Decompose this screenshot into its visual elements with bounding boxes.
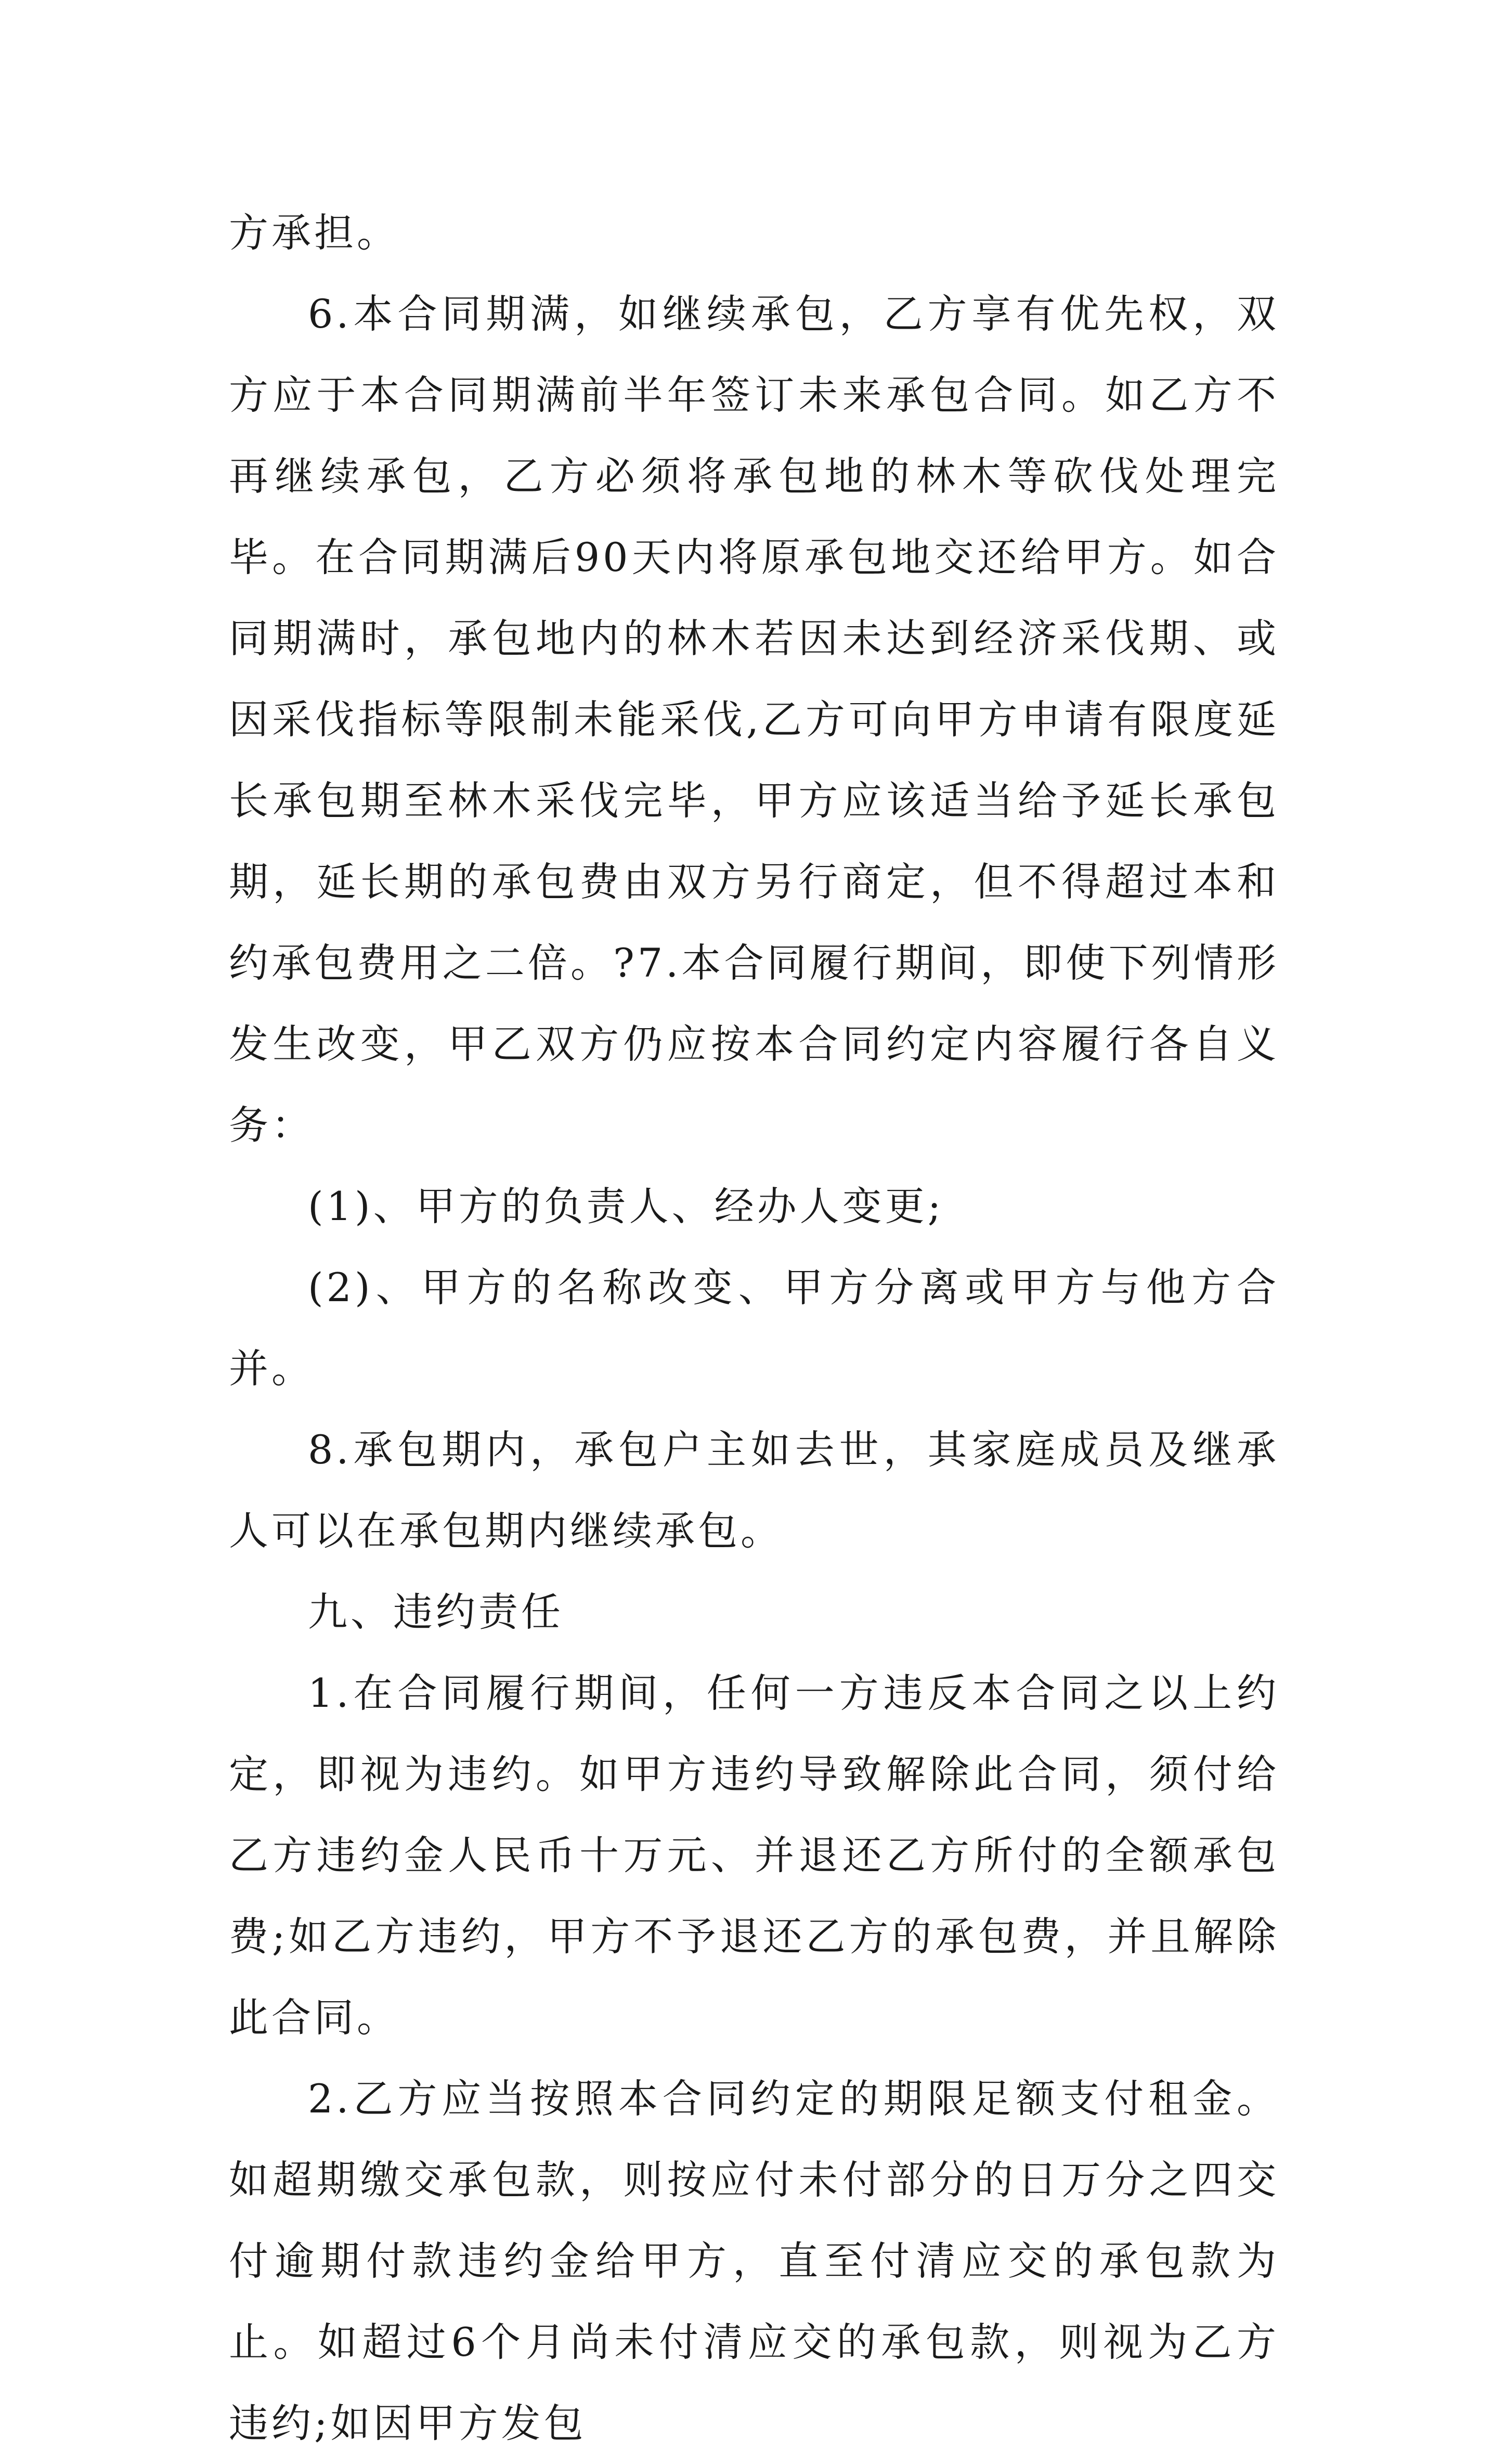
paragraph-liability-1: 1.在合同履行期间，任何一方违反本合同之以上约定，即视为违约。如甲方违约导致解除此合同，须付给乙方违约金人民币十万元、并退还乙方所付的全额承包费;如乙方违约，甲方不予退还乙方的承包费，并且解除此合同。 [229,1670,1279,2041]
paragraph-item-2: (2)、甲方的名称改变、甲方分离或甲方与他方合并。 [229,1264,1279,1392]
paragraph-clause-6: 6.本合同期满，如继续承包，乙方享有优先权，双方应于本合同期满前半年签订未来承包合同。如乙方不再继续承包，乙方必须将承包地的林木等砍伐处理完毕。在合同期满后90天内将原承包地交还给甲方。如合同期满时，承包地内的林木若因未达到经济采伐期、或因采伐指标等限制未能采伐,乙方可向甲方申请有限度延长承包期至林木采伐完毕，甲方应该适当给予延长承包期，延长期的承包费由双方另行商定，但不得超过本和约承包费用之二倍。?7.本合同履行期间，即使下列情形发生改变，甲乙双方仍应按本合同约定内容履行各自义务： [229,291,1279,1148]
paragraph-item-1: (1)、甲方的负责人、经办人变更; [308,1183,944,1229]
section-heading-breach-liability: 九、违约责任 [308,1589,564,1635]
paragraph-liability-2: 2.乙方应当按照本合同约定的期限足额支付租金。如超期缴交承包款，则按应付未付部分的日万分之四交付逾期付款违约金给甲方，直至付清应交的承包款为止。如超过6个月尚未付清应交的承包款，则视为乙方违约;如因甲方发包 [229,2076,1279,2446]
paragraph-clause-8: 8.承包期内，承包户主如去世，其家庭成员及继承人可以在承包期内继续承包。 [229,1426,1279,1554]
paragraph-continued: 方承担。 [229,210,399,256]
document-body [229,192,1279,2464]
